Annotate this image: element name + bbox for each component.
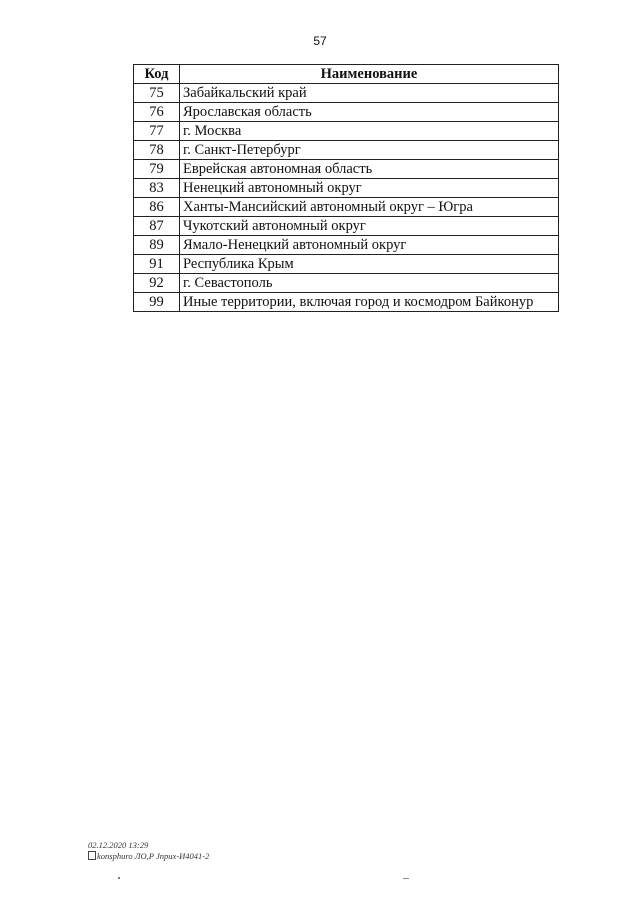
row-code: 76 <box>134 103 180 122</box>
row-name: Иные территории, включая город и космодром Байконур <box>180 293 559 312</box>
header-code: Код <box>134 65 180 84</box>
table-row <box>134 160 559 179</box>
footer-timestamp: 02.12.2020 13:29 <box>88 840 149 850</box>
row-code: 99 <box>134 293 180 312</box>
row-name: г. Москва <box>180 122 559 141</box>
row-name: Ямало-Ненецкий автономный округ <box>180 236 559 255</box>
row-name: Ярославская область <box>180 103 559 122</box>
header-name: Наименование <box>180 65 559 84</box>
table-row <box>134 236 559 255</box>
table-row <box>134 293 559 312</box>
row-name: Забайкальский край <box>180 84 559 103</box>
page-number: 57 <box>313 34 327 48</box>
row-name: Ханты-Мансийский автономный округ – Югра <box>180 198 559 217</box>
row-code: 79 <box>134 160 180 179</box>
regions-table <box>133 64 559 312</box>
table-row <box>134 198 559 217</box>
table-header-row <box>134 65 559 84</box>
table-row <box>134 103 559 122</box>
row-code: 92 <box>134 274 180 293</box>
row-code: 78 <box>134 141 180 160</box>
row-code: 86 <box>134 198 180 217</box>
table-row <box>134 274 559 293</box>
table-row <box>134 84 559 103</box>
document-icon <box>88 851 96 860</box>
document-footer <box>88 840 209 862</box>
row-code: 91 <box>134 255 180 274</box>
row-name: Еврейская автономная область <box>180 160 559 179</box>
row-name: г. Севастополь <box>180 274 559 293</box>
row-name: Республика Крым <box>180 255 559 274</box>
row-code: 87 <box>134 217 180 236</box>
row-code: 77 <box>134 122 180 141</box>
row-name: Чукотский автономный округ <box>180 217 559 236</box>
table-row <box>134 122 559 141</box>
row-name: Ненецкий автономный округ <box>180 179 559 198</box>
row-code: 89 <box>134 236 180 255</box>
table-row <box>134 217 559 236</box>
table-row <box>134 179 559 198</box>
table-row <box>134 255 559 274</box>
scan-speck <box>118 877 120 879</box>
scan-mark <box>403 878 409 879</box>
row-name: г. Санкт-Петербург <box>180 141 559 160</box>
footer-file-line <box>88 851 209 862</box>
row-code: 83 <box>134 179 180 198</box>
row-code: 75 <box>134 84 180 103</box>
table-row <box>134 141 559 160</box>
footer-file-path: konsphuro ЛО,Р Jnpux-И4041-2 <box>97 851 210 861</box>
